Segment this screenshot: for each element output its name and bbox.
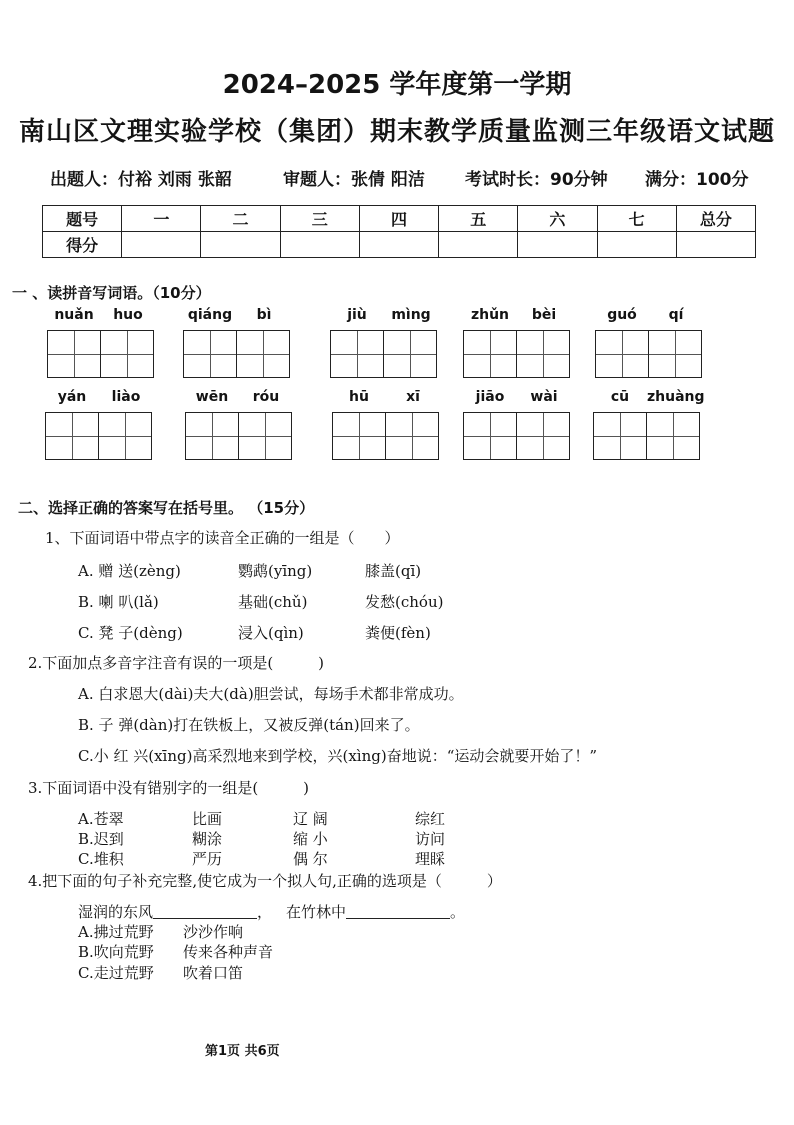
option-word: 吹着口笛 xyxy=(183,964,244,982)
score-table-header-cell: 二 xyxy=(201,206,280,232)
score-cell xyxy=(597,232,676,258)
tianzige-cell xyxy=(464,413,516,459)
writing-grid xyxy=(332,412,439,460)
pinyin-word xyxy=(463,306,571,378)
tianzige-cell xyxy=(464,331,516,377)
writing-grid xyxy=(463,412,570,460)
score-table-score-row xyxy=(43,232,756,258)
pinyin-word xyxy=(463,388,571,460)
option-word: A.苍翠 xyxy=(78,810,124,828)
pinyin-syllable: bì xyxy=(256,307,272,323)
option-word: 浸入(qìn) xyxy=(238,624,304,642)
option-word: C. 凳 子(dèng) xyxy=(78,624,183,642)
tianzige-cell xyxy=(516,331,569,377)
option-word: 缩 小 xyxy=(293,830,328,848)
option-word: 鹦鹉(yīng) xyxy=(238,562,313,580)
tianzige-cell xyxy=(238,413,291,459)
sentence-part: 在竹林中 xyxy=(286,903,347,921)
score-cell xyxy=(122,232,201,258)
section2-heading: 二、选择正确的答案写在括号里。 （15分） xyxy=(18,499,315,517)
tianzige-cell xyxy=(383,331,436,377)
tianzige-cell xyxy=(236,331,289,377)
writing-grid xyxy=(45,412,152,460)
option-word: B.迟到 xyxy=(78,830,124,848)
option-word: 综红 xyxy=(415,810,446,828)
writing-grid xyxy=(330,330,437,378)
score-cell xyxy=(359,232,438,258)
tianzige-cell xyxy=(385,413,438,459)
pinyin-syllable: wài xyxy=(530,389,558,405)
option-word: C.走过荒野 xyxy=(78,964,154,982)
score-table-header-row xyxy=(43,206,756,232)
option-word: 传来各种声音 xyxy=(183,943,274,961)
option-word: 粪便(fèn) xyxy=(365,624,431,642)
pinyin-syllable: zhǔn xyxy=(470,307,510,323)
score-cell xyxy=(518,232,597,258)
page-number: 第1页 共6页 xyxy=(205,1044,280,1059)
option-word: 比画 xyxy=(192,810,223,828)
tianzige-cell xyxy=(646,413,699,459)
option-word: B. 喇 叭(lǎ) xyxy=(78,593,159,611)
exam-duration: 考试时长：90分钟 xyxy=(465,170,608,190)
pinyin-word xyxy=(185,388,293,460)
answer-blank xyxy=(346,903,450,919)
pinyin-syllable: qí xyxy=(668,307,684,323)
writing-grid xyxy=(593,412,700,460)
question-2-option-a: A. 白求恩大(dài)夫大(dà)胆尝试，每场手术都非常成功。 xyxy=(78,685,464,703)
writing-grid xyxy=(185,412,292,460)
option-word: 糊涂 xyxy=(192,830,223,848)
option-word: 偶 尔 xyxy=(293,850,328,868)
question-2-option-b: B. 子 弹(dàn)打在铁板上，又被反弹(tán)回来了。 xyxy=(78,716,420,734)
pinyin-syllable: jiù xyxy=(347,307,367,323)
question-3-stem: 3.下面词语中没有错别字的一组是( ) xyxy=(28,779,310,797)
tianzige-cell xyxy=(594,413,646,459)
pinyin-word xyxy=(593,388,705,460)
pinyin-syllable: hū xyxy=(349,389,369,405)
question-3-option-c xyxy=(78,850,445,868)
writing-grid xyxy=(47,330,154,378)
spacer xyxy=(272,903,286,921)
pinyin-word xyxy=(595,306,703,378)
score-table-header-cell: 一 xyxy=(122,206,201,232)
writing-grid xyxy=(595,330,702,378)
pinyin-syllable: huo xyxy=(113,307,143,323)
tianzige-cell xyxy=(333,413,385,459)
score-cell xyxy=(439,232,518,258)
pinyin-word xyxy=(45,388,153,460)
question-3-option-a xyxy=(78,810,445,828)
reviewer-info: 审题人：张倩 阳洁 xyxy=(283,170,425,190)
score-table-header-cell: 三 xyxy=(280,206,359,232)
score-cell xyxy=(201,232,280,258)
answer-blank xyxy=(153,903,257,919)
score-table-header-cell: 总分 xyxy=(676,206,755,232)
setter-info: 出题人：付裕 刘雨 张韶 xyxy=(50,170,232,190)
tianzige-cell xyxy=(46,413,98,459)
tianzige-cell xyxy=(648,331,701,377)
pinyin-line xyxy=(463,306,571,324)
pinyin-line xyxy=(185,388,293,406)
tianzige-cell xyxy=(596,331,648,377)
question-4-stem: 4.把下面的句子补充完整,使它成为一个拟人句,正确的选项是（ ） xyxy=(28,872,502,890)
pinyin-syllable: bèi xyxy=(531,307,557,323)
pinyin-line xyxy=(183,306,291,324)
tianzige-cell xyxy=(184,331,236,377)
pinyin-word xyxy=(332,388,440,460)
option-word: 理睬 xyxy=(415,850,446,868)
pinyin-syllable: liào xyxy=(111,389,141,405)
score-table-header-cell: 七 xyxy=(597,206,676,232)
writing-grid xyxy=(463,330,570,378)
question-1-option-c xyxy=(78,624,431,642)
question-4-option-c xyxy=(78,964,243,982)
pinyin-syllable: guó xyxy=(607,307,637,323)
question-1-stem: 1、下面词语中带点字的读音全正确的一组是（ ） xyxy=(45,529,400,547)
sentence-part: ， xyxy=(257,903,273,921)
sentence-part: 湿润的东风 xyxy=(78,903,154,921)
question-1-option-a xyxy=(78,562,421,580)
pinyin-word xyxy=(183,306,291,378)
tianzige-cell xyxy=(186,413,238,459)
pinyin-syllable: qiáng xyxy=(187,307,233,323)
question-2-option-c: C.小 红 兴(xīng)高采烈地来到学校，兴(xìng)奋地说：“运动会就要开始了！” xyxy=(78,747,598,765)
score-table-header-cell: 四 xyxy=(359,206,438,232)
pinyin-line xyxy=(45,388,153,406)
option-word: 基础(chǔ) xyxy=(238,593,308,611)
option-word: C.堆积 xyxy=(78,850,124,868)
full-score: 满分：100分 xyxy=(645,170,749,190)
pinyin-syllable: cū xyxy=(610,389,630,405)
score-cell xyxy=(280,232,359,258)
score-cell xyxy=(676,232,755,258)
pinyin-syllable: jiāo xyxy=(475,389,505,405)
tianzige-cell xyxy=(100,331,153,377)
option-word: B.吹向荒野 xyxy=(78,943,154,961)
pinyin-syllable: yán xyxy=(57,389,87,405)
question-3-option-b xyxy=(78,830,445,848)
pinyin-syllable: xī xyxy=(406,389,420,405)
pinyin-line xyxy=(463,388,571,406)
pinyin-word xyxy=(47,306,155,378)
exam-title-school: 南山区文理实验学校（集团）期末教学质量监测三年级语文试题 xyxy=(18,117,775,147)
option-word: 访问 xyxy=(415,830,446,848)
question-4-option-a xyxy=(78,923,243,941)
tianzige-cell xyxy=(98,413,151,459)
tianzige-cell xyxy=(331,331,383,377)
pinyin-line xyxy=(330,306,438,324)
score-table-header-cell: 题号 xyxy=(43,206,122,232)
score-table-header-cell: 五 xyxy=(439,206,518,232)
option-word: A. 赠 送(zèng) xyxy=(78,562,181,580)
option-word: 发愁(chóu) xyxy=(365,593,444,611)
pinyin-line xyxy=(595,306,703,324)
pinyin-syllable: zhuàng xyxy=(647,389,705,405)
question-2-stem: 2.下面加点多音字注音有误的一项是( ) xyxy=(28,654,325,672)
sentence-part: 。 xyxy=(450,903,466,921)
exam-title-year: 2024–2025 学年度第一学期 xyxy=(222,70,572,100)
question-4-option-b xyxy=(78,943,273,961)
question-1-option-b xyxy=(78,593,443,611)
tianzige-cell xyxy=(48,331,100,377)
pinyin-word xyxy=(330,306,438,378)
pinyin-line xyxy=(332,388,440,406)
option-word: 辽 阔 xyxy=(293,810,328,828)
score-row-label: 得分 xyxy=(43,232,122,258)
score-table xyxy=(42,205,756,258)
option-word: 沙沙作响 xyxy=(183,923,244,941)
option-word: A.拂过荒野 xyxy=(78,923,154,941)
pinyin-line xyxy=(593,388,705,406)
option-word: 膝盖(qī) xyxy=(365,562,422,580)
section1-heading: 一 、读拼音写词语。（10分） xyxy=(12,284,211,302)
option-word: 严历 xyxy=(192,850,223,868)
pinyin-syllable: nuǎn xyxy=(54,307,94,323)
pinyin-syllable: róu xyxy=(252,389,280,405)
score-table-header-cell: 六 xyxy=(518,206,597,232)
question-4-sentence xyxy=(78,903,465,921)
writing-grid xyxy=(183,330,290,378)
tianzige-cell xyxy=(516,413,569,459)
pinyin-syllable: mìng xyxy=(391,307,431,323)
pinyin-syllable: wēn xyxy=(195,389,229,405)
pinyin-line xyxy=(47,306,155,324)
